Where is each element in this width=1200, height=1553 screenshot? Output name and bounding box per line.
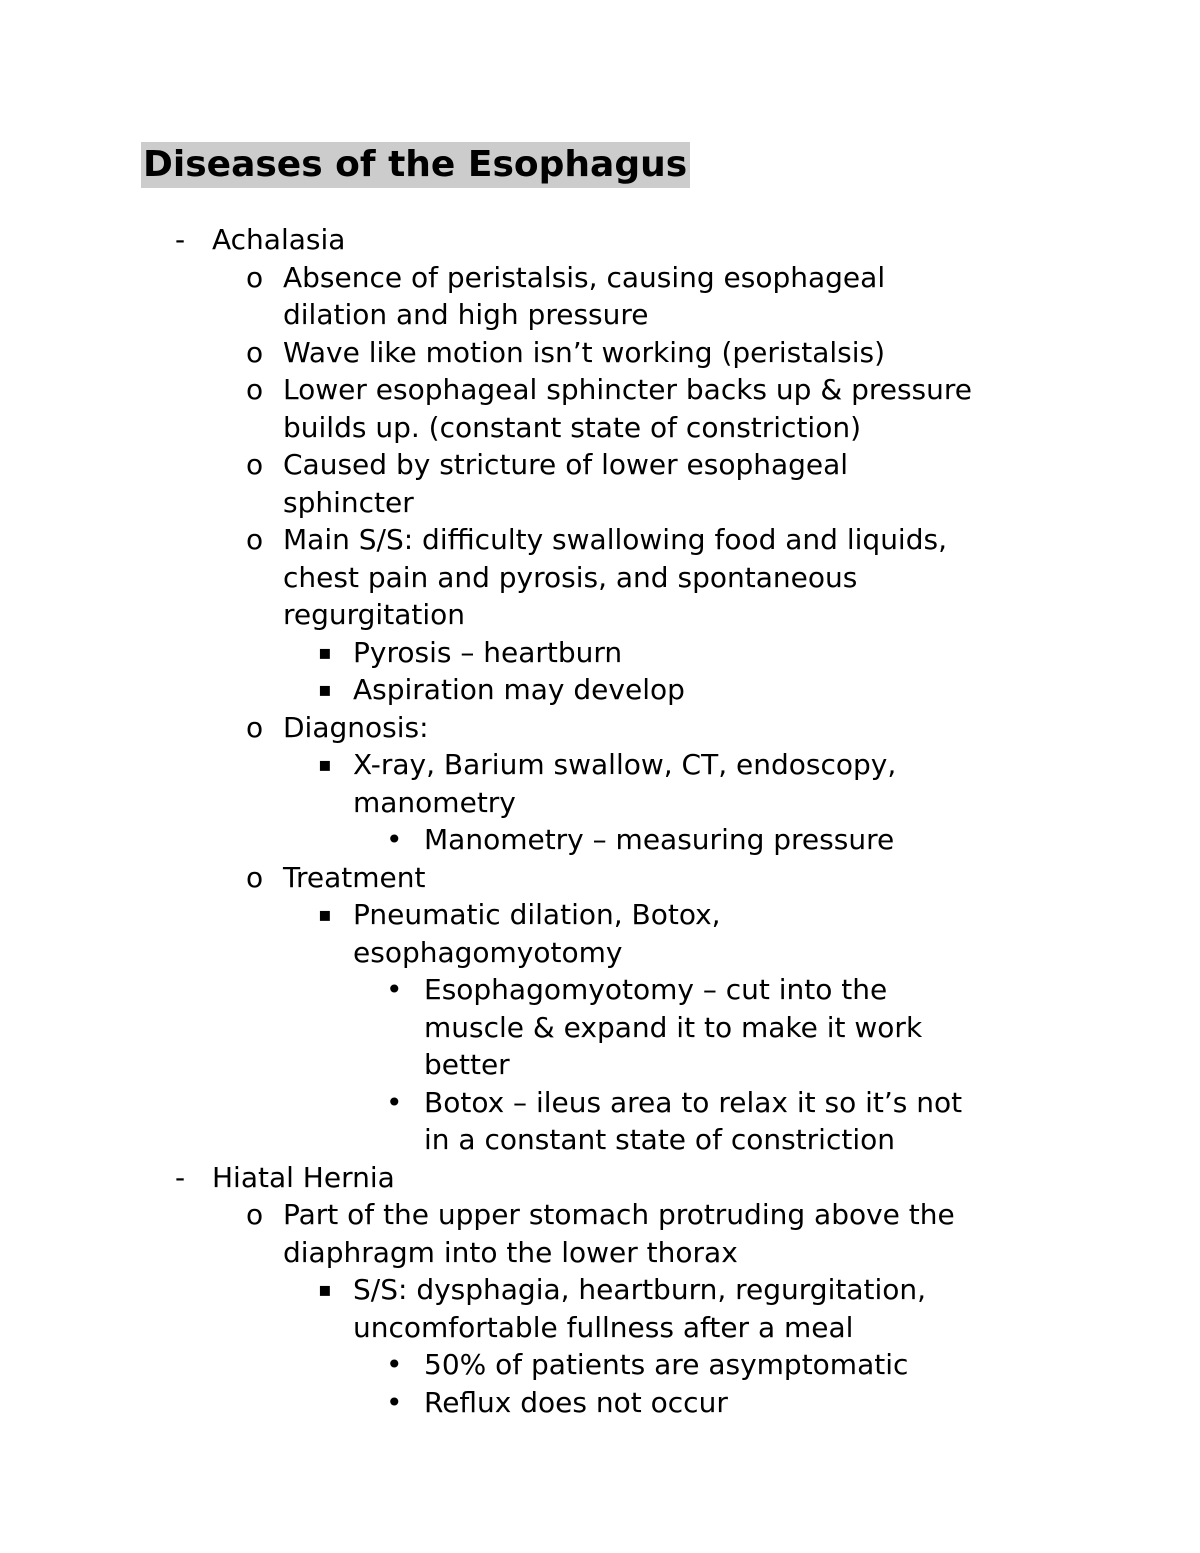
line: S/S: dysphagia, heartburn, regurgitation,: [353, 1273, 927, 1306]
outline: [0, 221, 1200, 1421]
dot-bullet: •: [386, 823, 403, 856]
circle-bullet: o: [246, 1198, 264, 1231]
list-item: [0, 896, 1200, 971]
list-item: [0, 821, 1200, 859]
line: Pneumatic dilation, Botox,: [353, 898, 721, 931]
line: Reflux does not occur: [424, 1385, 728, 1419]
line: Aspiration may develop: [353, 673, 685, 706]
line: Main S/S: difficulty swallowing food and liquids,: [283, 523, 947, 556]
list-item: [0, 634, 1200, 672]
list-item: [0, 671, 1200, 709]
line: dilation and high pressure: [283, 298, 649, 331]
line: Treatment: [283, 860, 426, 894]
circle-bullet: o: [246, 335, 264, 369]
line: in a constant state of constriction: [424, 1123, 895, 1156]
line: Wave like motion isn’t working (peristalsis): [283, 335, 886, 369]
circle-bullet: o: [246, 448, 264, 481]
square-bullet: ▪: [318, 677, 332, 701]
line: muscle & expand it to make it work: [424, 1010, 923, 1044]
line: Absence of peristalsis, causing esophageal: [283, 260, 886, 294]
section-heading-hiatal-hernia: [0, 1159, 1200, 1197]
list-item: [0, 971, 1200, 1084]
list-item: [0, 709, 1200, 747]
square-bullet: ▪: [318, 639, 332, 664]
list-item: [0, 446, 1200, 521]
list-item: [0, 1196, 1200, 1271]
list-item: [0, 859, 1200, 897]
line: Esophagomyotomy – cut into the: [424, 973, 888, 1006]
line: Pyrosis – heartburn: [353, 635, 623, 669]
line: manometry: [353, 785, 516, 819]
list-item: [0, 1271, 1200, 1346]
dot-bullet: •: [386, 973, 403, 1006]
circle-bullet: o: [246, 373, 264, 406]
line: diaphragm into the lower thorax: [283, 1235, 738, 1269]
dash-bullet: -: [175, 223, 186, 256]
list-item: [0, 1346, 1200, 1384]
line: better: [424, 1048, 510, 1081]
line: X-ray, Barium swallow, CT, endoscopy,: [353, 748, 897, 781]
list-item: [0, 1384, 1200, 1422]
page-title: Diseases of the Esophagus: [141, 142, 690, 188]
list-item: [0, 746, 1200, 821]
circle-bullet: o: [246, 860, 264, 894]
line: Manometry – measuring pressure: [424, 823, 895, 856]
list-item: [0, 259, 1200, 334]
square-bullet: ▪: [318, 1277, 332, 1301]
section-heading-achalasia: [0, 221, 1200, 259]
line: 50% of patients are asymptomatic: [424, 1348, 909, 1381]
line: Achalasia: [212, 223, 346, 256]
square-bullet: ▪: [318, 902, 332, 926]
line: chest pain and pyrosis, and spontaneous: [283, 560, 858, 594]
square-bullet: ▪: [318, 752, 332, 776]
line: regurgitation: [283, 598, 465, 631]
line: Lower esophageal sphincter backs up & pressure: [283, 373, 973, 406]
list-item: [0, 371, 1200, 446]
circle-bullet: o: [246, 260, 264, 294]
list-item: [0, 334, 1200, 372]
list-item: [0, 521, 1200, 634]
line: uncomfortable fullness after a meal: [353, 1310, 854, 1344]
dot-bullet: •: [386, 1348, 403, 1381]
line: esophagomyotomy: [353, 935, 623, 969]
dash-bullet: -: [175, 1160, 186, 1194]
dot-bullet: •: [386, 1385, 403, 1419]
line: sphincter: [283, 485, 414, 519]
line: Part of the upper stomach protruding above the: [283, 1198, 955, 1231]
list-item: [0, 1084, 1200, 1159]
line: Caused by stricture of lower esophageal: [283, 448, 849, 481]
line: Botox – ileus area to relax it so it’s not: [424, 1085, 963, 1119]
line: builds up. (constant state of constriction): [283, 410, 862, 444]
circle-bullet: o: [246, 523, 264, 556]
circle-bullet: o: [246, 710, 264, 744]
line: Hiatal Hernia: [212, 1160, 395, 1194]
line: Diagnosis:: [283, 710, 429, 744]
dot-bullet: •: [386, 1085, 403, 1119]
